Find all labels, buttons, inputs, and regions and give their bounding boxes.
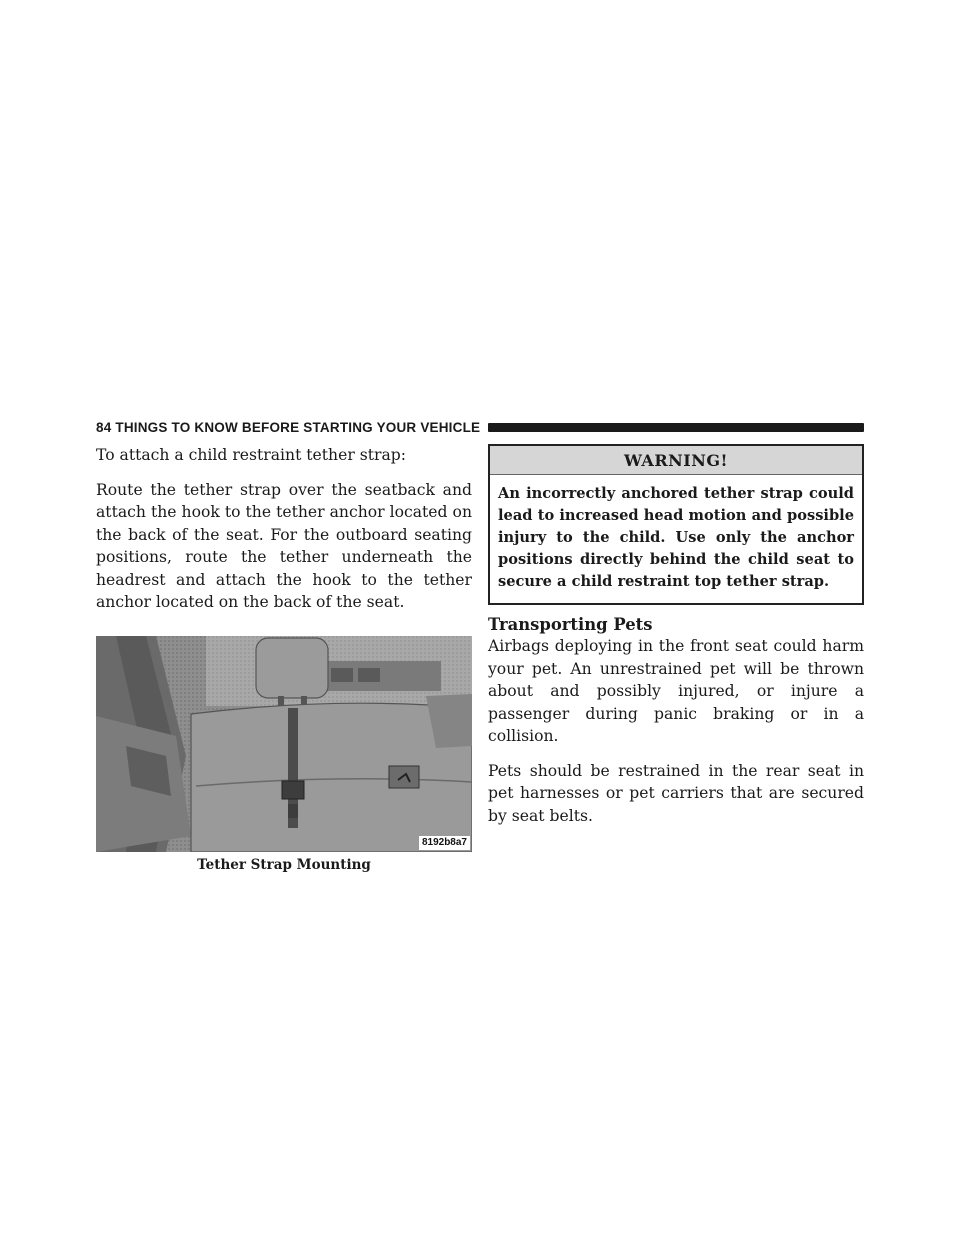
warning-body: An incorrectly anchored tether strap could lead to increased head motion and possible injury to the child. Use only the anchor positions directly behind the child seat to secure a child restraint top tether strap. — [498, 485, 854, 590]
figure-caption: Tether Strap Mounting — [197, 856, 371, 873]
figure-code: 8192b8a7 — [419, 836, 470, 850]
tether-instructions: Route the tether strap over the seatback and attach the hook to the tether anchor located on the back of the seat. For the outboard seating positions, route the tether underneath the headrest and attach the hook to the tether anchor located on the back of the seat. — [96, 480, 472, 611]
section-heading-pets: Transporting Pets — [488, 615, 653, 634]
warning-title: WARNING! — [490, 446, 862, 475]
tether-strap-illustration — [96, 636, 472, 852]
header-rule — [488, 423, 864, 432]
header-title: 84 THINGS TO KNOW BEFORE STARTING YOUR VEHICLE — [96, 419, 481, 435]
pets-paragraph-2: Pets should be restrained in the rear seat in pet harnesses or pet carriers that are secured by seat belts. — [488, 761, 864, 825]
left-column — [96, 444, 472, 874]
intro-text: To attach a child restraint tether strap: — [96, 446, 406, 464]
seat-illustration — [96, 636, 472, 852]
running-header — [96, 418, 864, 436]
pets-paragraph-1: Airbags deploying in the front seat could harm your pet. An unrestrained pet will be thrown about and possibly injured, or injure a passenger during panic braking or in a collision. — [488, 637, 864, 745]
right-column — [488, 444, 864, 827]
warning-box — [488, 444, 864, 605]
